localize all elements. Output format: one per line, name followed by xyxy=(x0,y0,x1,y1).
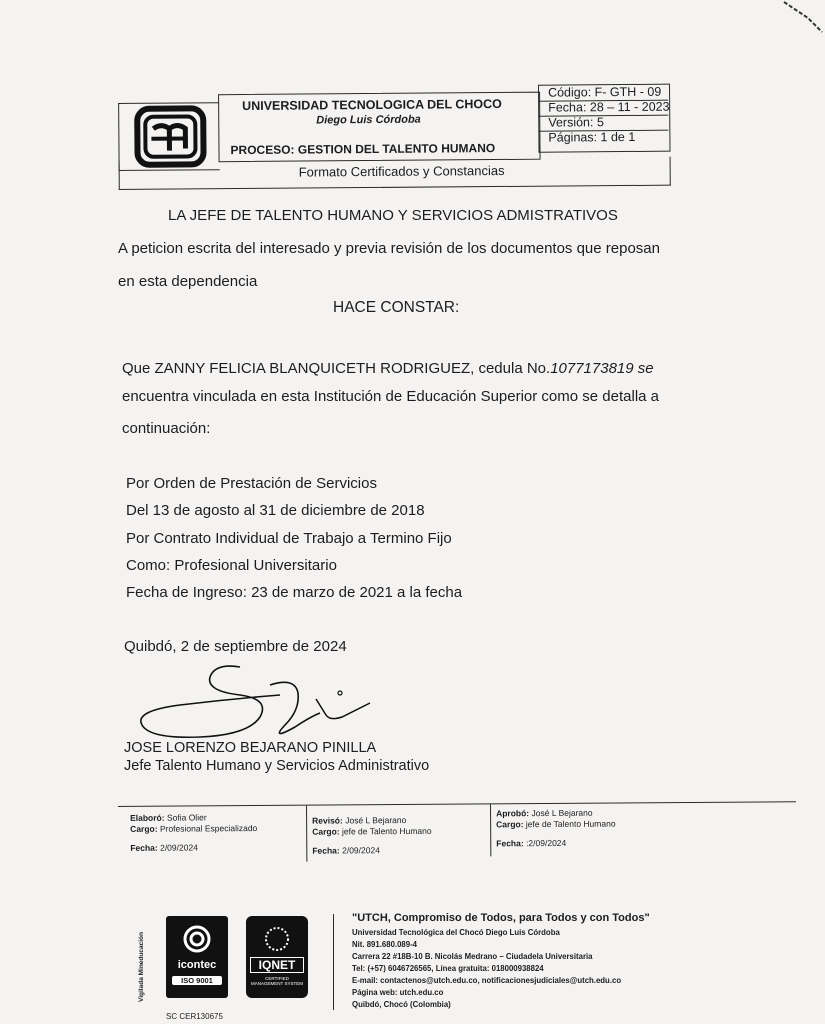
main-line-1-text: Que ZANNY FELICIA BLANQUICETH RODRIGUEZ, cedula No. xyxy=(122,360,551,377)
doc-pages: Páginas: 1 de 1 xyxy=(548,129,636,145)
value: jefe de Talento Humano xyxy=(525,818,616,830)
value: Sofia Olier xyxy=(166,812,207,823)
value: José L Bejarano xyxy=(531,807,593,819)
footer-email-line[interactable]: E-mail: contactenos@utch.edu.co, notificacionesjudiciales@utch.edu.co xyxy=(352,976,622,985)
cert-code: SC CER130675 xyxy=(166,1012,223,1021)
footer-line: Nit. 891.680.089-4 xyxy=(352,940,418,949)
heading: LA JEFE DE TALENTO HUMANO Y SERVICIOS ADMISTRATIVOS xyxy=(168,207,618,224)
label: Cargo: xyxy=(496,819,524,830)
table-divider xyxy=(490,804,491,856)
label: Elaboró: xyxy=(130,812,165,823)
value: 2/09/2024 xyxy=(342,845,380,856)
table-divider xyxy=(306,806,307,862)
footer-line: Carrera 22 #18B-10 B. Nicolás Medrano – Ciudadela Universitaria xyxy=(352,952,593,961)
university-subname: Diego Luis Córdoba xyxy=(316,113,421,127)
format-title: Formato Certificados y Constancias xyxy=(298,162,505,180)
detail-item: Como: Profesional Universitario xyxy=(126,557,337,574)
iso-label: ISO 9001 xyxy=(172,976,222,985)
label: Cargo: xyxy=(312,826,340,837)
signer-title: Jefe Talento Humano y Servicios Administrativo xyxy=(124,758,430,774)
corner-mark xyxy=(782,0,825,40)
detail-item: Fecha de Ingreso: 23 de marzo de 2021 a la fecha xyxy=(126,584,463,601)
main-line-1 xyxy=(122,360,654,377)
detail-item: Del 13 de agosto al 31 de diciembre de 2018 xyxy=(126,502,425,519)
doc-version: Versión: 5 xyxy=(548,115,604,130)
intro-line-2: en esta dependencia xyxy=(118,273,258,290)
value: :2/09/2024 xyxy=(526,837,567,849)
footer-slogan: "UTCH, Compromiso de Todos, para Todos y con Todos" xyxy=(352,912,650,924)
signer-name: JOSE LORENZO BEJARANO PINILLA xyxy=(124,740,377,756)
iqnet-sub: CERTIFIED MANAGEMENT SYSTEM xyxy=(251,976,303,986)
detail-item: Por Orden de Prestación de Servicios xyxy=(126,475,377,492)
elaboro-column xyxy=(130,812,300,867)
value: 2/09/2024 xyxy=(160,842,198,853)
label: Revisó: xyxy=(312,815,343,826)
footer-divider xyxy=(333,914,334,1010)
document-header xyxy=(118,83,811,200)
value: Profesional Especializado xyxy=(159,823,258,834)
icontec-icon xyxy=(182,924,212,954)
label: Fecha: xyxy=(130,842,158,853)
footer-line: Quibdó, Chocó (Colombia) xyxy=(352,1000,451,1009)
value: José L Bejarano xyxy=(345,814,407,826)
process-label: PROCESO: GESTION DEL TALENTO HUMANO xyxy=(230,141,496,158)
hace-constar: HACE CONSTAR: xyxy=(333,299,460,316)
intro-line-1: A peticion escrita del interesado y previa revisión de los documentos que reposan xyxy=(118,240,660,257)
label: Fecha: xyxy=(496,838,524,849)
vigilada-text: Vigilada Mineducación xyxy=(138,932,145,1002)
iqnet-badge xyxy=(246,916,308,998)
doc-code: Código: F- GTH - 09 xyxy=(547,84,662,100)
id-number: 1077173819 se xyxy=(550,360,654,377)
icontec-brand: icontec xyxy=(177,959,217,971)
footer-line: Tel: (+57) 6046726565, Línea gratuita: 018000938824 xyxy=(352,964,544,973)
footer-web-line[interactable]: Página web: utch.edu.co xyxy=(352,988,444,997)
label: Fecha: xyxy=(312,845,340,856)
university-name: UNIVERSIDAD TECNOLOGICA DEL CHOCO xyxy=(242,96,502,114)
icontec-badge xyxy=(166,916,228,998)
label: Aprobó: xyxy=(496,808,530,819)
main-line-2: encuentra vinculada en esta Institución de Educación Superior como se detalla a xyxy=(122,388,660,405)
iqnet-brand: IQNET xyxy=(250,957,304,973)
reviso-column xyxy=(312,814,482,869)
main-line-3: continuación: xyxy=(122,420,211,437)
detail-item: Por Contrato Individual de Trabajo a Termino Fijo xyxy=(126,530,452,547)
label: Cargo: xyxy=(130,823,158,834)
place-date: Quibdó, 2 de septiembre de 2024 xyxy=(124,638,347,655)
value: jefe de Talento Humano xyxy=(341,825,432,837)
utch-logo-icon xyxy=(121,104,217,169)
iqnet-ring-icon xyxy=(257,922,297,952)
footer-line: Universidad Tecnológica del Chocó Diego Luis Córdoba xyxy=(352,928,560,937)
doc-date: Fecha: 28 – 11 - 2023 xyxy=(548,99,670,115)
vigilada-label xyxy=(138,920,152,1002)
aprobo-column xyxy=(496,807,696,862)
approvals-table xyxy=(118,801,796,861)
